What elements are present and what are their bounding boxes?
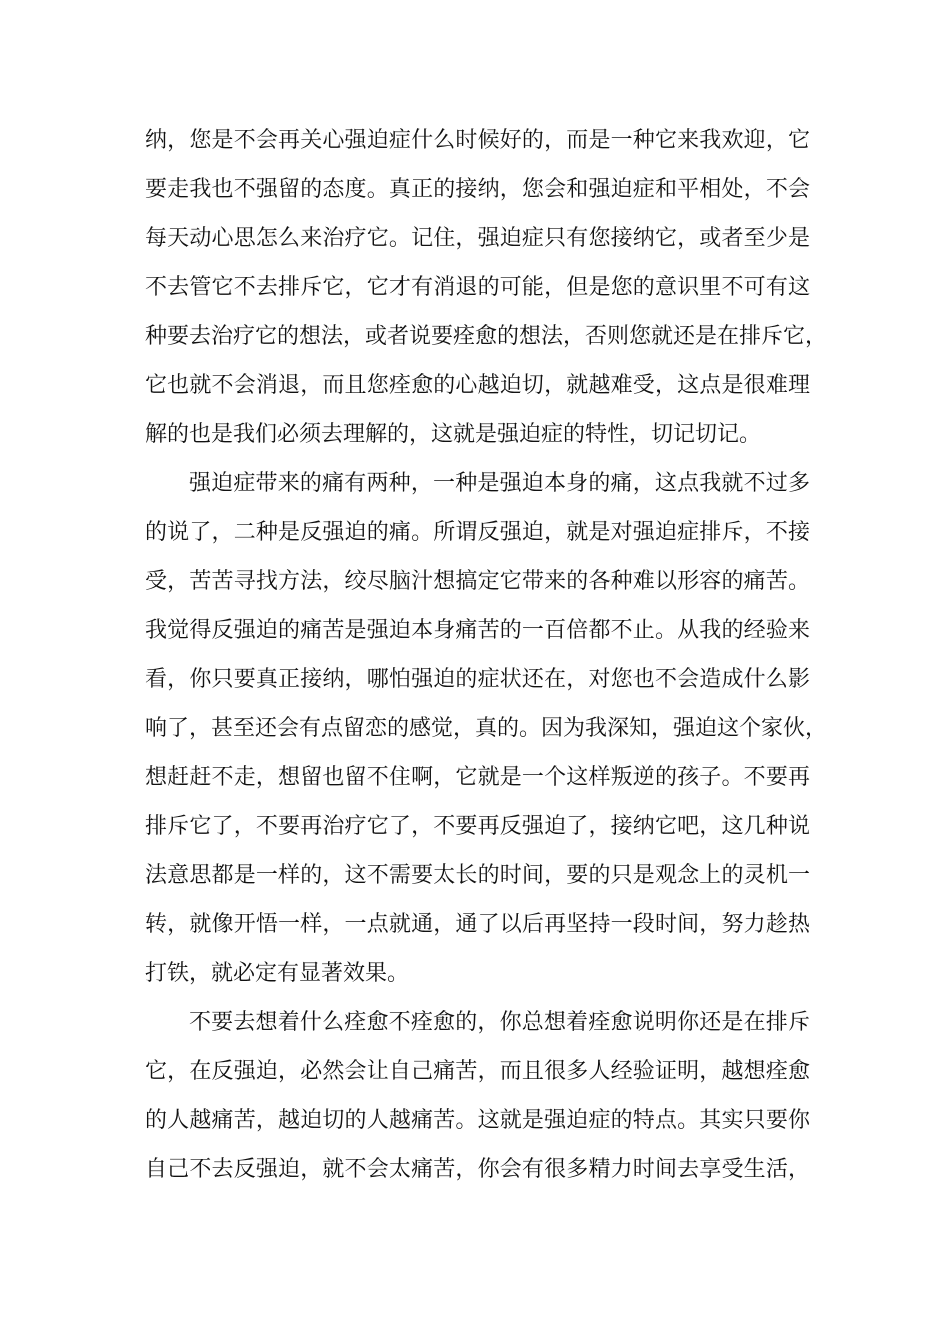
text-line: 种要去治疗它的想法，或者说要痊愈的想法，否则您就还是在排斥它， [145, 324, 828, 349]
text-line: 我觉得反强迫的痛苦是强迫本身痛苦的一百倍都不止。从我的经验来 [145, 618, 810, 643]
text-line: 每天动心思怎么来治疗它。记住，强迫症只有您接纳它，或者至少是 [145, 226, 810, 251]
document-body [145, 116, 828, 1194]
text-line: 强迫症带来的痛有两种，一种是强迫本身的痛，这点我就不过多 [189, 471, 810, 496]
text-line: 解的也是我们必须去理解的，这就是强迫症的特性，切记切记。 [145, 422, 762, 447]
text-line: 看，你只要真正接纳，哪怕强迫的症状还在，对您也不会造成什么影 [145, 667, 810, 692]
text-line: 的人越痛苦，越迫切的人越痛苦。这就是强迫症的特点。其实只要你 [145, 1108, 810, 1133]
text-line: 自己不去反强迫，就不会太痛苦，你会有很多精力时间去享受生活， [145, 1157, 810, 1182]
text-line: 受，苦苦寻找方法，绞尽脑汁想搞定它带来的各种难以形容的痛苦。 [145, 569, 810, 594]
text-line: 要走我也不强留的态度。真正的接纳，您会和强迫症和平相处，不会 [145, 177, 810, 202]
text-line: 它也就不会消退，而且您痊愈的心越迫切，就越难受，这点是很难理 [145, 373, 810, 398]
text-line: 的说了，二种是反强迫的痛。所谓反强迫，就是对强迫症排斥，不接 [145, 520, 810, 545]
text-line: 法意思都是一样的，这不需要太长的时间，要的只是观念上的灵机一 [145, 863, 810, 888]
text-line: 纳，您是不会再关心强迫症什么时候好的，而是一种它来我欢迎，它 [145, 128, 810, 153]
text-line: 转，就像开悟一样，一点就通，通了以后再坚持一段时间，努力趁热 [145, 912, 810, 937]
text-line: 打铁，就必定有显著效果。 [145, 961, 410, 986]
text-line: 它，在反强迫，必然会让自己痛苦，而且很多人经验证明，越想痊愈 [145, 1059, 810, 1084]
text-line: 不要去想着什么痊愈不痊愈的，你总想着痊愈说明你还是在排斥 [189, 1010, 810, 1035]
text-line: 响了，甚至还会有点留恋的感觉，真的。因为我深知，强迫这个家伙， [145, 716, 828, 741]
text-line: 排斥它了，不要再治疗它了，不要再反强迫了，接纳它吧，这几种说 [145, 814, 810, 839]
text-line: 不去管它不去排斥它，它才有消退的可能，但是您的意识里不可有这 [145, 275, 810, 300]
text-line: 想赶赶不走，想留也留不住啊，它就是一个这样叛逆的孩子。不要再 [145, 765, 810, 790]
